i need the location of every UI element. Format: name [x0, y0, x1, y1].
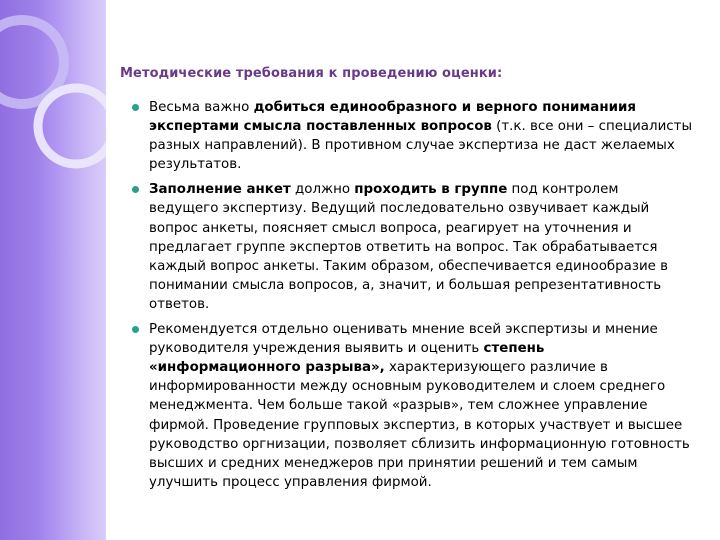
bullet-marker-icon — [132, 326, 139, 333]
bullet-item — [132, 180, 692, 314]
bullet-list — [132, 98, 692, 498]
bullet-item — [132, 98, 692, 174]
bullet-text-bold: проходить в группе — [354, 182, 508, 198]
bullet-text: Рекомендуется отдельно оценивать мнение всей экспертизы и мнение руководителя учреждения выявить и оценить — [149, 322, 658, 357]
bullet-text-bold: степень «информационного разрыва», — [149, 341, 545, 376]
bullet-text-bold: Заполнение анкет — [149, 182, 291, 198]
bullet-marker-icon — [132, 104, 139, 111]
decorative-side-band — [0, 0, 106, 540]
decorative-circles — [0, 0, 106, 200]
slide-title: Методические требования к проведению оценки: — [120, 66, 503, 81]
bullet-item — [132, 320, 692, 492]
decorative-ring-small — [38, 88, 106, 164]
bullet-text-bold: добиться единообразного и верного пониманиия экспертами смысла поставленных вопросов — [149, 100, 636, 135]
slide-content — [106, 0, 720, 540]
bullet-text: (т.к. все они – специалисты разных направлений). В противном случае экспертиза не даст желаемых результатов. — [149, 119, 693, 173]
bullet-text: под контролем ведущего экспертизу. Ведущий последовательно озвучивает каждый вопрос анкеты, поясняет смысл вопроса, реагирует на уточнения и предлагает группе экспертов ответить на вопрос. Так обрабатывается каждый вопрос анкеты. Таким образом, обеспечивается единообразие в понимании смысла вопросов, а, значит, и большая репрезентативность ответов. — [149, 182, 669, 312]
bullet-text: Весьма важно — [149, 100, 254, 115]
bullet-text: должно — [290, 182, 355, 198]
bullet-marker-icon — [132, 186, 139, 193]
bullet-text: характеризующего различие в информированности между основным руководителем и слоем среднего менеджмента. Чем больше такой «разрыв», тем сложнее управление фирмой. Проведение групповых экспертиз, в которых участвует и высшее руководство оргнизации, позволяет сблизить информационную готовность высших и средних менеджеров при принятии решений и тем самым улучшить процесс управления фирмой. — [149, 360, 690, 490]
